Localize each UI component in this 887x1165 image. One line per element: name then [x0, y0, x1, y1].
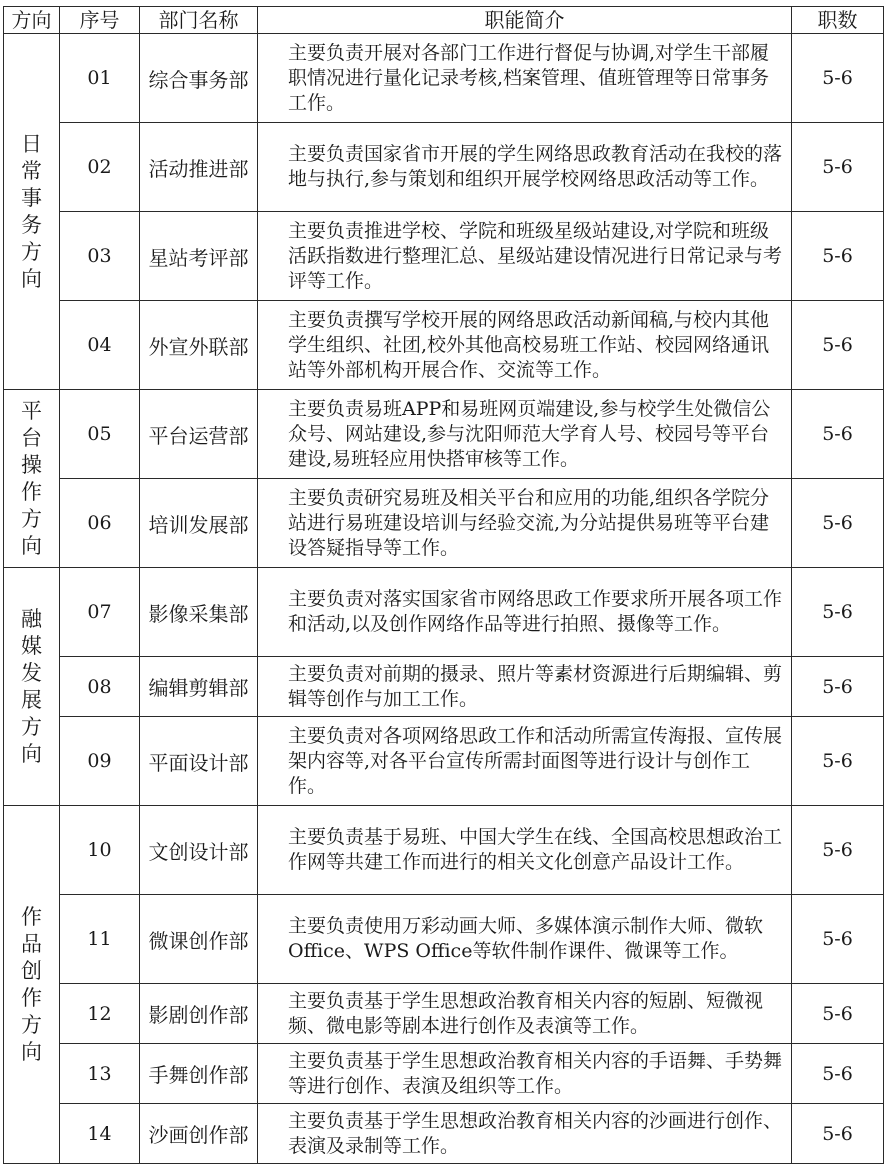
department-description: 主要负责对前期的摄录、照片等素材资源进行后期编辑、剪辑等创作与加工工作。: [258, 657, 792, 717]
header-name: 部门名称: [140, 7, 258, 34]
department-table: [3, 6, 884, 1164]
department-description: 主要负责基于学生思想政治教育相关内容的短剧、短微视频、微电影等剧本进行创作及表演等工作。: [258, 984, 792, 1044]
position-count: 5-6: [792, 390, 884, 479]
direction-label: 日常事务方向: [21, 131, 42, 291]
table-row: [4, 568, 884, 657]
header-description: 职能简介: [258, 7, 792, 34]
header-count: 职数: [792, 7, 884, 34]
department-description: 主要负责国家省市开展的学生网络思政教育活动在我校的落地与执行,参与策划和组织开展学校网络思政活动等工作。: [258, 123, 792, 212]
table-row: [4, 1104, 884, 1164]
direction-label: 平台操作方向: [21, 398, 42, 558]
department-name: 影像采集部: [140, 568, 258, 657]
row-number: 01: [60, 34, 140, 123]
department-description: 主要负责推进学校、学院和班级星级站建设,对学院和班级活跃指数进行整理汇总、星级站建设情况进行日常记录与考评等工作。: [258, 212, 792, 301]
department-name: 平面设计部: [140, 717, 258, 806]
department-name: 沙画创作部: [140, 1104, 258, 1164]
table-row: [4, 717, 884, 806]
row-number: 09: [60, 717, 140, 806]
row-number: 10: [60, 806, 140, 895]
department-description: 主要负责易班APP和易班网页端建设,参与校学生处微信公众号、网站建设,参与沈阳师范大学育人号、校园号等平台建设,易班轻应用快搭审核等工作。: [258, 390, 792, 479]
department-name: 外宣外联部: [140, 301, 258, 390]
department-name: 微课创作部: [140, 895, 258, 984]
table-row: [4, 479, 884, 568]
table-row: [4, 984, 884, 1044]
direction-cell: [4, 34, 60, 390]
row-number: 02: [60, 123, 140, 212]
position-count: 5-6: [792, 895, 884, 984]
department-name: 星站考评部: [140, 212, 258, 301]
department-name: 手舞创作部: [140, 1044, 258, 1104]
position-count: 5-6: [792, 568, 884, 657]
department-name: 综合事务部: [140, 34, 258, 123]
table-body: [4, 34, 884, 1164]
row-number: 11: [60, 895, 140, 984]
position-count: 5-6: [792, 717, 884, 806]
row-number: 12: [60, 984, 140, 1044]
direction-label: 作品创作方向: [21, 904, 42, 1064]
position-count: 5-6: [792, 657, 884, 717]
position-count: 5-6: [792, 212, 884, 301]
department-description: 主要负责基于学生思想政治教育相关内容的手语舞、手势舞等进行创作、表演及组织等工作。: [258, 1044, 792, 1104]
table-row: [4, 1044, 884, 1104]
department-description: 主要负责研究易班及相关平台和应用的功能,组织各学院分站进行易班建设培训与经验交流,为分站提供易班等平台建设答疑指导等工作。: [258, 479, 792, 568]
row-number: 14: [60, 1104, 140, 1164]
department-description: 主要负责开展对各部门工作进行督促与协调,对学生干部履职情况进行量化记录考核,档案管理、值班管理等日常事务工作。: [258, 34, 792, 123]
direction-cell: [4, 390, 60, 568]
position-count: 5-6: [792, 123, 884, 212]
department-name: 编辑剪辑部: [140, 657, 258, 717]
position-count: 5-6: [792, 1104, 884, 1164]
header-number: 序号: [60, 7, 140, 34]
position-count: 5-6: [792, 806, 884, 895]
position-count: 5-6: [792, 34, 884, 123]
department-name: 文创设计部: [140, 806, 258, 895]
department-name: 影剧创作部: [140, 984, 258, 1044]
direction-cell: [4, 568, 60, 806]
row-number: 13: [60, 1044, 140, 1104]
table-row: [4, 301, 884, 390]
row-number: 03: [60, 212, 140, 301]
department-description: 主要负责基于易班、中国大学生在线、全国高校思想政治工作网等共建工作而进行的相关文化创意产品设计工作。: [258, 806, 792, 895]
department-description: 主要负责撰写学校开展的网络思政活动新闻稿,与校内其他学生组织、社团,校外其他高校易班工作站、校园网络通讯站等外部机构开展合作、交流等工作。: [258, 301, 792, 390]
table-row: [4, 390, 884, 479]
position-count: 5-6: [792, 984, 884, 1044]
table-row: [4, 895, 884, 984]
table-row: [4, 34, 884, 123]
header-row: [4, 7, 884, 34]
row-number: 04: [60, 301, 140, 390]
department-description: 主要负责对各项网络思政工作和活动所需宣传海报、宣传展架内容等,对各平台宣传所需封面图等进行设计与创作工作。: [258, 717, 792, 806]
table-row: [4, 123, 884, 212]
row-number: 08: [60, 657, 140, 717]
department-description: 主要负责对落实国家省市网络思政工作要求所开展各项工作和活动,以及创作网络作品等进行拍照、摄像等工作。: [258, 568, 792, 657]
position-count: 5-6: [792, 301, 884, 390]
direction-cell: [4, 806, 60, 1164]
row-number: 06: [60, 479, 140, 568]
header-direction: 方向: [4, 7, 60, 34]
department-name: 活动推进部: [140, 123, 258, 212]
table-row: [4, 806, 884, 895]
department-name: 培训发展部: [140, 479, 258, 568]
row-number: 07: [60, 568, 140, 657]
department-description: 主要负责使用万彩动画大师、多媒体演示制作大师、微软Office、WPS Office等软件制作课件、微课等工作。: [258, 895, 792, 984]
department-name: 平台运营部: [140, 390, 258, 479]
direction-label: 融媒发展方向: [21, 606, 42, 766]
table-row: [4, 212, 884, 301]
position-count: 5-6: [792, 479, 884, 568]
department-description: 主要负责基于学生思想政治教育相关内容的沙画进行创作、表演及录制等工作。: [258, 1104, 792, 1164]
table-row: [4, 657, 884, 717]
position-count: 5-6: [792, 1044, 884, 1104]
row-number: 05: [60, 390, 140, 479]
